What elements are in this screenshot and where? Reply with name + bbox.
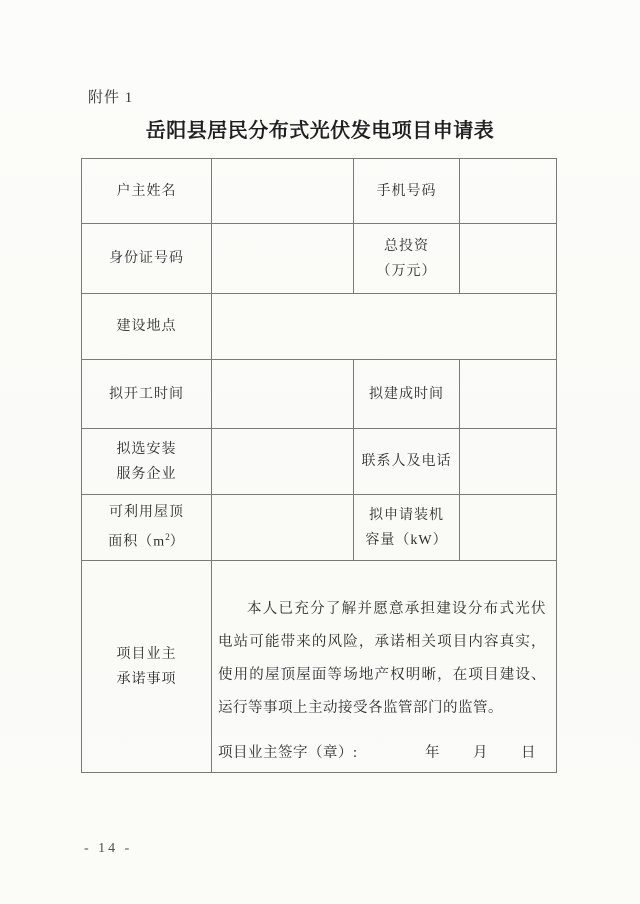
label-construction-site: 建设地点 — [82, 294, 212, 360]
label-total-investment — [354, 224, 460, 294]
label-mobile-number: 手机号码 — [354, 159, 460, 224]
label-available-roof-area — [82, 495, 212, 561]
label-available-roof-area-line2: 面积$(m^2)$ — [108, 532, 185, 550]
year-label: 年 — [425, 745, 440, 761]
table-row — [82, 495, 557, 561]
label-owner-commitment — [82, 561, 212, 773]
month-label: 月 — [473, 745, 488, 761]
table-row — [82, 429, 557, 495]
field-available-roof-area — [212, 495, 354, 561]
label-total-investment-line1: 总投资 — [384, 238, 429, 254]
table-row — [82, 561, 557, 773]
table-row — [82, 294, 557, 360]
signature-line — [218, 741, 546, 766]
square-meter-superscript: 2 — [165, 532, 170, 543]
label-installation-company-line1: 拟选安装 — [116, 441, 177, 457]
document-title: 岳阳县居民分布式光伏发电项目申请表 — [145, 120, 495, 142]
table-row — [82, 360, 557, 429]
field-planned-completion-time — [460, 360, 557, 429]
field-total-investment — [460, 224, 557, 294]
field-id-card-number — [212, 224, 354, 294]
label-installed-capacity-line2: 容量（kW） — [365, 532, 448, 548]
label-installation-company — [82, 429, 212, 495]
label-installation-company-line2: 服务企业 — [116, 466, 177, 482]
field-installation-company — [212, 429, 354, 495]
attachment-label: 附件 1 — [88, 90, 134, 106]
label-owner-name: 户主姓名 — [82, 159, 212, 224]
field-installed-capacity — [460, 495, 557, 561]
field-owner-name — [212, 159, 354, 224]
label-contact-person-phone: 联系人及电话 — [354, 429, 460, 495]
label-owner-commitment-line2: 承诺事项 — [116, 671, 177, 687]
label-planned-start-time: 拟开工时间 — [82, 360, 212, 429]
table-row — [82, 224, 557, 294]
label-total-investment-line2: （万元） — [376, 263, 437, 279]
label-installed-capacity — [354, 495, 460, 561]
field-contact-person-phone — [460, 429, 557, 495]
field-construction-site — [212, 294, 557, 360]
commitment-cell — [212, 561, 557, 773]
day-label: 日 — [521, 745, 536, 761]
signature-label: 项目业主签字（章）: — [218, 745, 358, 761]
label-id-card-number: 身份证号码 — [82, 224, 212, 294]
label-installed-capacity-line1: 拟申请装机 — [369, 507, 444, 523]
label-owner-commitment-line1: 项目业主 — [116, 646, 177, 662]
page-number: - 14 - — [84, 841, 133, 856]
label-available-roof-area-line1: 可利用屋顶 — [109, 505, 184, 521]
date-group — [392, 741, 546, 766]
table-row — [82, 159, 557, 224]
commitment-paragraph: 本人已充分了解并愿意承担建设分布式光伏电站可能带来的风险，承诺相关项目内容真实，使用的屋顶屋面等场地产权明晰，在项目建设、运行等事项上主动接受各监管部门的监管。 — [218, 601, 546, 716]
label-planned-completion-time: 拟建成时间 — [354, 360, 460, 429]
field-mobile-number — [460, 159, 557, 224]
field-planned-start-time — [212, 360, 354, 429]
application-form-table — [81, 158, 557, 773]
